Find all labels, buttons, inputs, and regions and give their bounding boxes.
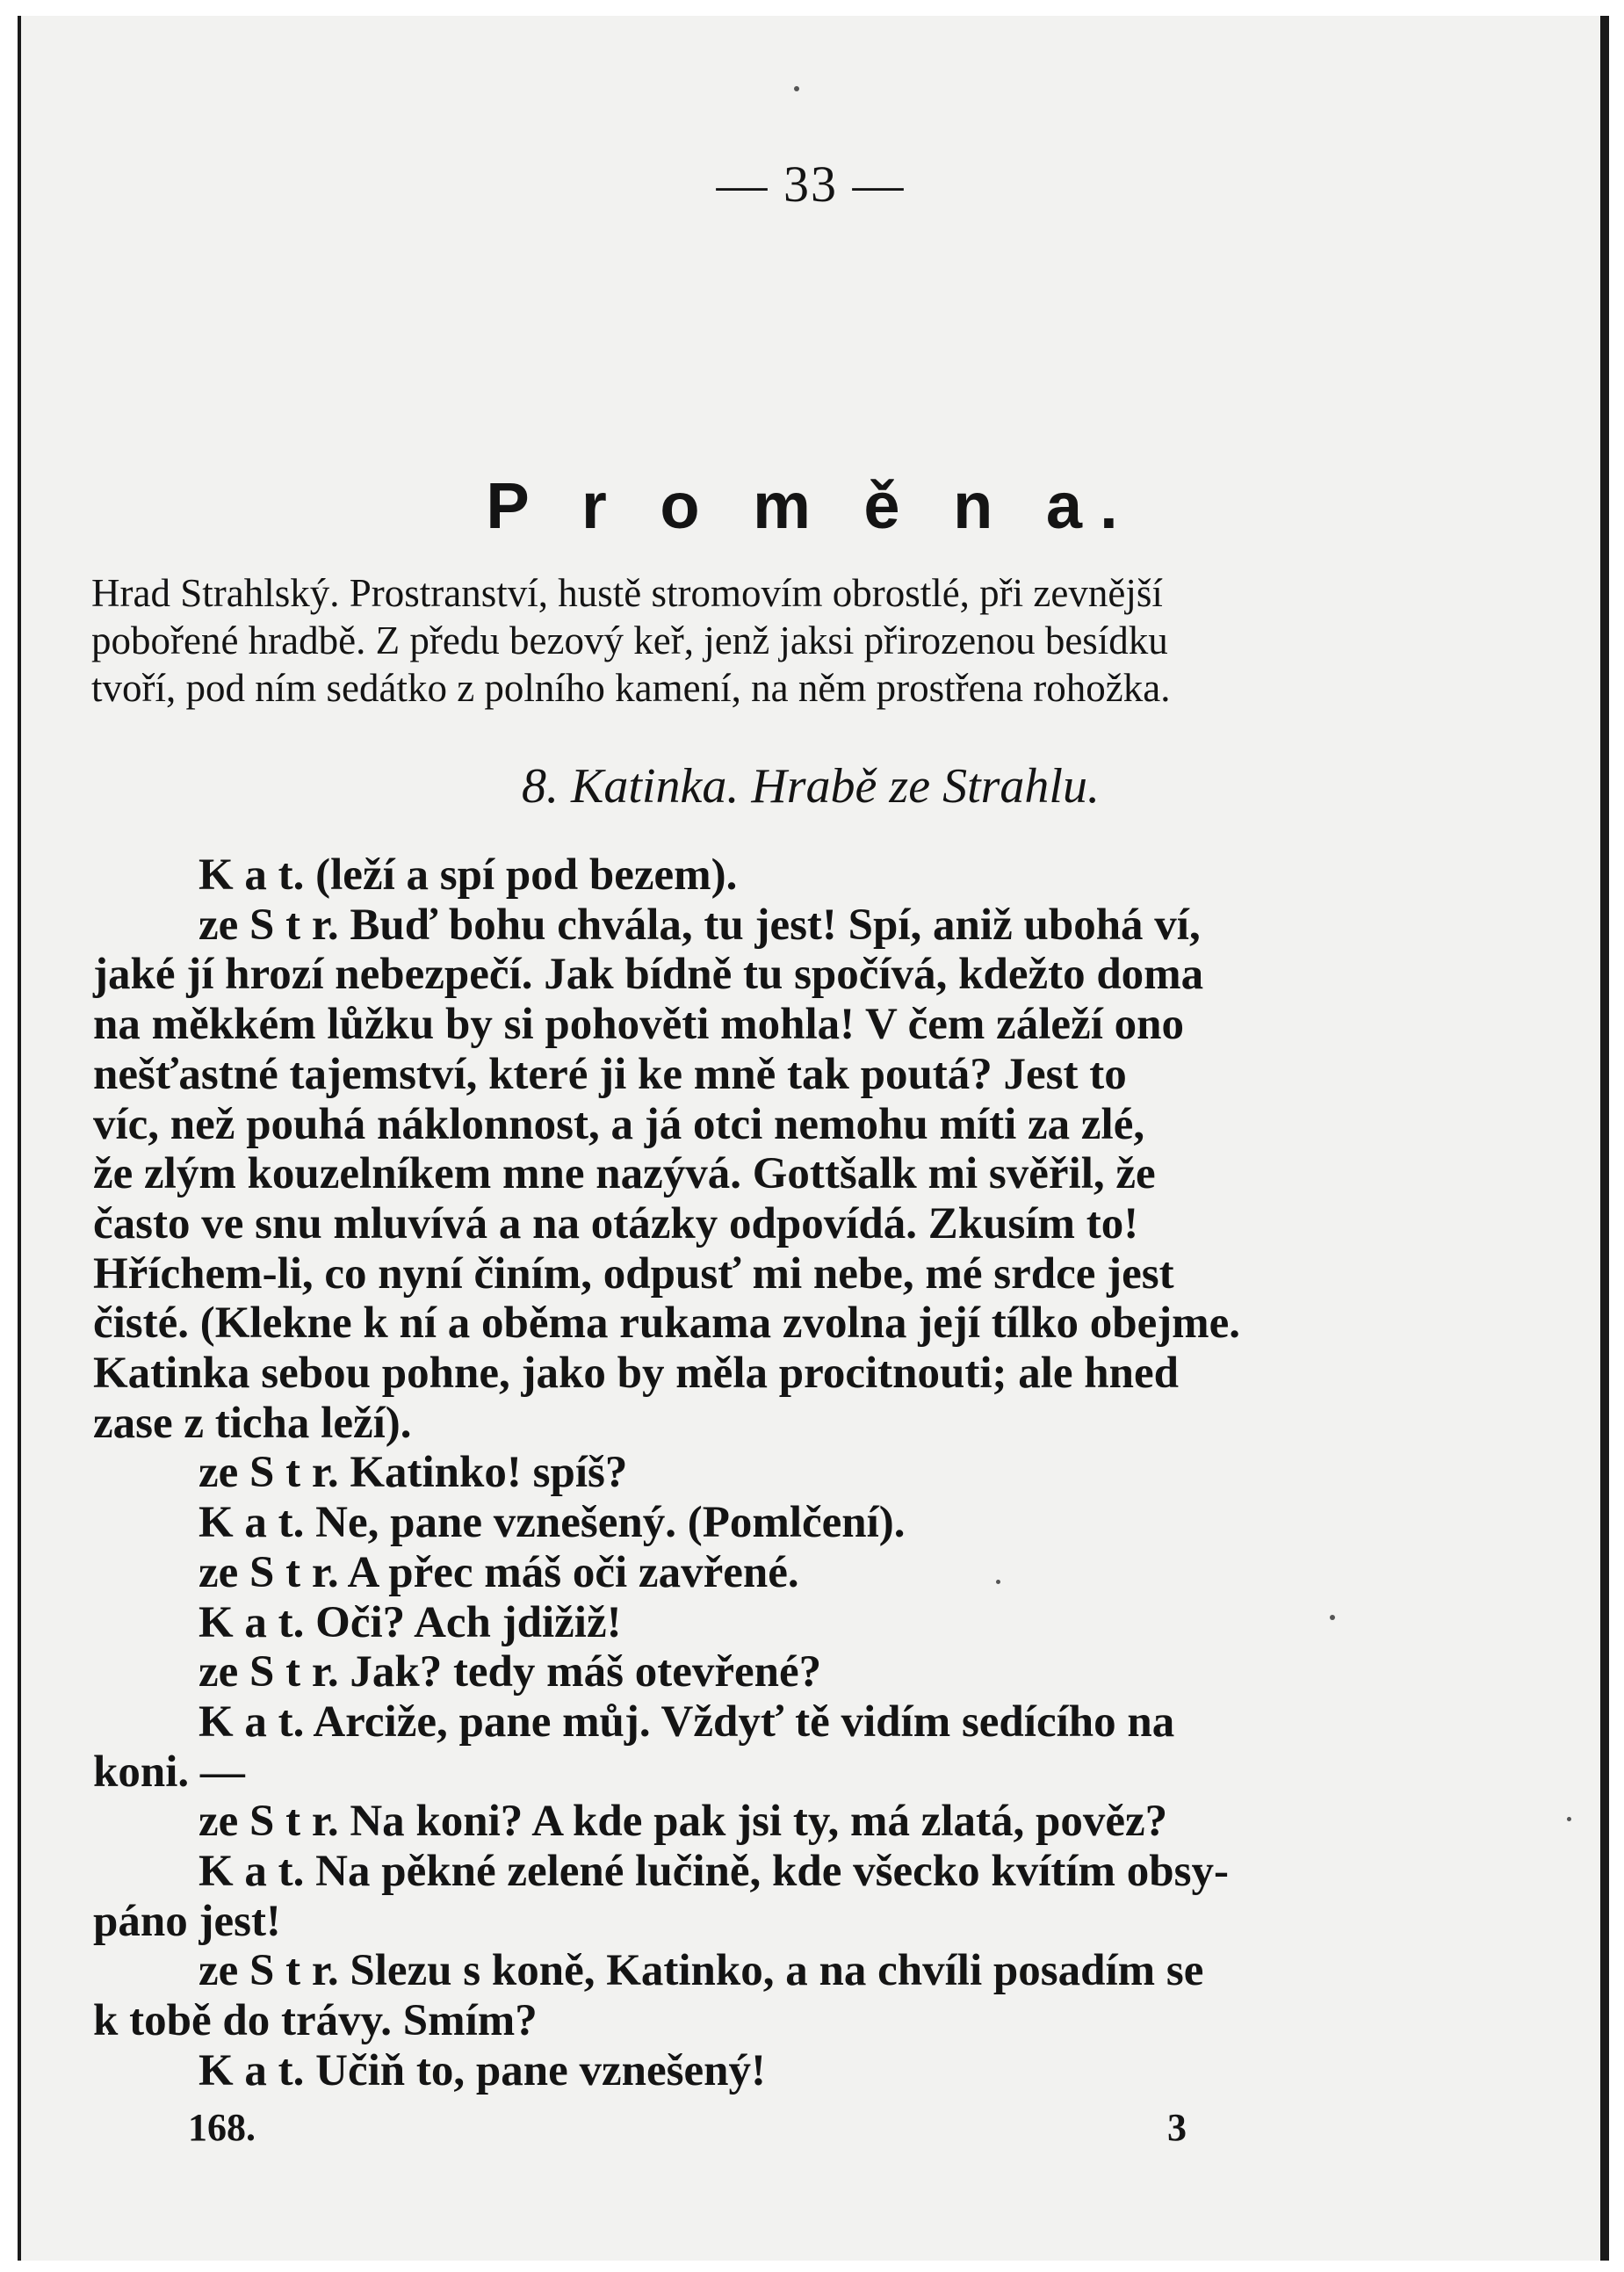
sheet-number: 3 — [1167, 2106, 1187, 2149]
dialogue-line: ze S t r. Na koni? A kde pak jsi ty, má zlatá, pověz? — [198, 1797, 1168, 1847]
scene-heading: 8. Katinka. Hrabě ze Strahlu. — [522, 759, 1100, 814]
dialogue-line: K a t. Oči? Ach jdižiž! — [198, 1597, 622, 1647]
page-title: P r o m ě n a. — [486, 469, 1136, 542]
dialogue-line: zase z ticha leží). — [93, 1398, 412, 1448]
dialogue-line: koni. — — [93, 1747, 245, 1797]
dialogue-line: Katinka sebou pohne, jako by měla procitnouti; ale hned — [93, 1349, 1180, 1399]
print-speck — [996, 1580, 1000, 1584]
stage-line: Hrad Strahlský. Prostranství, hustě stromovím obrostlé, při zevnější — [91, 571, 1163, 615]
print-speck — [1330, 1615, 1335, 1620]
stage-direction — [91, 569, 1418, 712]
dialogue-line: k tobě do trávy. Smím? — [93, 1996, 538, 2046]
dialogue-line: nešťastné tajemství, které ji ke mně tak poutá? Jest to — [93, 1049, 1127, 1099]
dialogue-line: páno jest! — [93, 1896, 281, 1946]
dialogue-line: K a t. (leží a spí pod bezem). — [198, 850, 738, 900]
stage-line: pobořené hradbě. Z předu bezový keř, jenž jaksi přirozenou besídku — [91, 619, 1168, 662]
dialogue-line: že zlým kouzelníkem mne nazývá. Gottšalk mi svěřil, že — [93, 1149, 1156, 1199]
dialogue-line: ze S t r. A přec máš oči zavřené. — [198, 1547, 799, 1597]
dialogue-line: K a t. Učiň to, pane vznešený! — [198, 2045, 766, 2095]
dialogue-body — [93, 850, 1419, 2096]
dialogue-line: ze S t r. Slezu s koně, Katinko, a na chvíli posadím se — [198, 1946, 1204, 1996]
print-speck — [1567, 1817, 1571, 1821]
print-speck — [794, 86, 799, 91]
dialogue-line: na měkkém lůžku by si pohověti mohla! V čem záleží ono — [93, 1000, 1184, 1050]
dialogue-line: víc, než pouhá náklonnost, a já otci nemohu míti za zlé, — [93, 1099, 1145, 1149]
dialogue-line: čisté. (Klekne k ní a oběma rukama zvolna její tílko obejme. — [93, 1299, 1241, 1349]
dialogue-line: ze S t r. Jak? tedy máš otevřené? — [198, 1647, 822, 1697]
dialogue-line: K a t. Arciže, pane můj. Vždyť tě vidím sedícího na — [198, 1697, 1175, 1747]
dialogue-line: ze S t r. Katinko! spíš? — [198, 1448, 628, 1498]
dialogue-line: jaké jí hrozí nebezpečí. Jak bídně tu spočívá, kdežto doma — [93, 950, 1204, 1000]
dialogue-line: ze S t r. Buď bohu chvála, tu jest! Spí, aniž ubohá ví, — [198, 900, 1201, 950]
signature-mark: 168. — [188, 2106, 256, 2149]
page-number: — 33 — — [716, 156, 906, 213]
dialogue-line: K a t. Ne, pane vznešený. (Pomlčení). — [198, 1498, 906, 1548]
dialogue-line: často ve snu mluvívá a na otázky odpovídá. Zkusím to! — [93, 1198, 1139, 1248]
dialogue-line: K a t. Na pěkné zelené lučině, kde všecko kvítím obsy- — [198, 1847, 1229, 1897]
book-page — [18, 16, 1609, 2261]
stage-line: tvoří, pod ním sedátko z polního kamení, na něm prostřena rohožka. — [91, 666, 1171, 710]
dialogue-line: Hříchem-li, co nyní činím, odpusť mi nebe, mé srdce jest — [93, 1248, 1174, 1299]
